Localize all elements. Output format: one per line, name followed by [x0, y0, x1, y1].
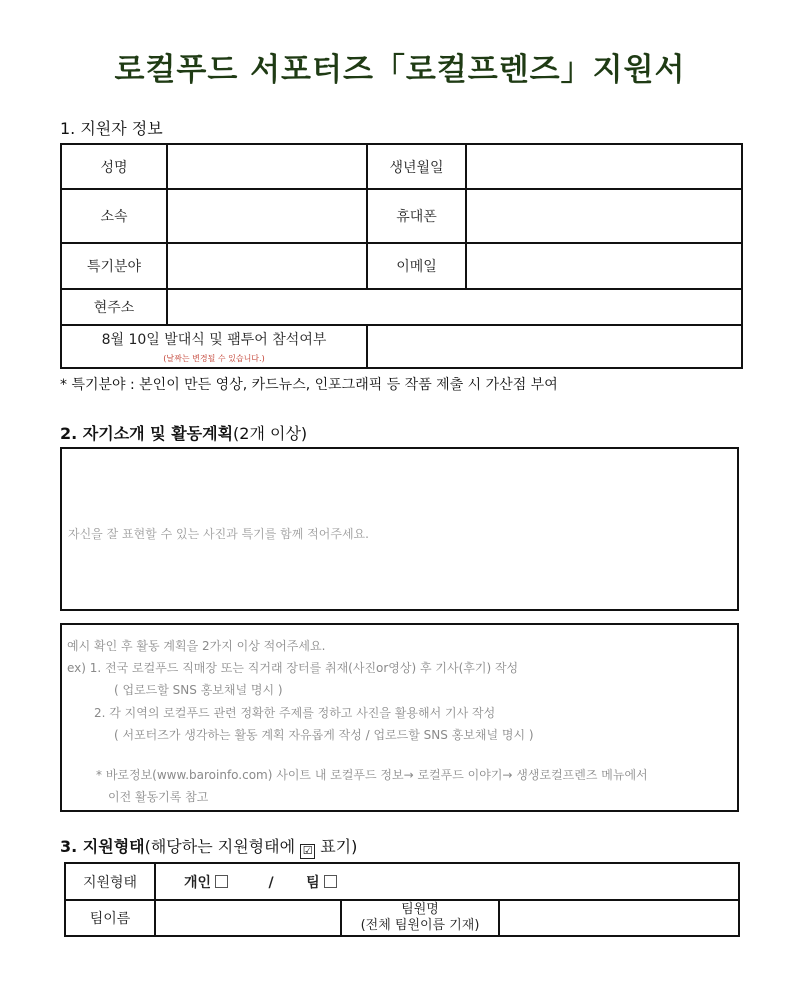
affiliation-label: 소속: [61, 189, 167, 243]
section-3-heading: [60, 834, 357, 859]
specialty-footnote: * 특기분야 : 본인이 만든 영상, 카드뉴스, 인포그래픽 등 작품 제출 시 가산점 부여: [60, 377, 558, 393]
plan-line: ex) 1. 전국 로컬푸드 직매장 또는 직거래 장터를 취재(사진or영상) 후 기사(후기) 작성: [67, 661, 519, 675]
individual-label: 개인: [184, 874, 212, 891]
team-members-label: [341, 900, 499, 936]
self-intro-box[interactable]: [60, 447, 739, 611]
plan-line: ( 업로드할 SNS 홍보채널 명시 ): [114, 683, 283, 697]
option-separator: /: [268, 874, 274, 891]
email-label: 이메일: [367, 243, 466, 289]
event-attendance-label: [61, 325, 367, 368]
phone-field[interactable]: [466, 189, 742, 243]
individual-checkbox[interactable]: [215, 875, 228, 888]
plan-line: 2. 각 지역의 로컬푸드 관련 정확한 주제를 정하고 사진을 활용해서 기사 작성: [94, 706, 496, 720]
section-1-heading: 1. 지원자 정보: [60, 119, 163, 138]
birth-label: 생년월일: [367, 144, 466, 189]
team-members-sub: (전체 팀원이름 기재): [360, 918, 480, 933]
team-label: 팀: [306, 874, 320, 891]
team-members-field[interactable]: [499, 900, 739, 936]
name-label: 성명: [61, 144, 167, 189]
section-3-heading-bold: 3. 지원형태: [60, 837, 145, 856]
address-label: 현주소: [61, 289, 167, 325]
team-members-title: 팀원명: [401, 902, 439, 917]
section-2-heading-bold: 2. 자기소개 및 활동계획: [60, 424, 234, 443]
applicant-info-table: [60, 143, 743, 369]
birth-field[interactable]: [466, 144, 742, 189]
type-options: [155, 863, 739, 900]
plan-line: ( 서포터즈가 생각하는 활동 계획 자유롭게 작성 / 업로드할 SNS 홍보채널 명시 ): [114, 728, 534, 742]
section-3-heading-pre: (해당하는 지원형태에: [144, 837, 301, 856]
section-2-heading-rest: (2개 이상): [233, 424, 308, 443]
team-name-field[interactable]: [155, 900, 341, 936]
address-field[interactable]: [167, 289, 742, 325]
page-title: 로컬푸드 서포터즈「로컬프렌즈」지원서: [114, 52, 686, 88]
specialty-label: 특기분야: [61, 243, 167, 289]
phone-label: 휴대폰: [367, 189, 466, 243]
section-2-heading: [60, 421, 307, 444]
event-attendance-text: 8월 10일 발대식 및 팸투어 참석여부: [101, 332, 327, 348]
team-checkbox[interactable]: [324, 875, 337, 888]
plan-line: 이전 활동기록 참고: [108, 790, 209, 804]
name-field[interactable]: [167, 144, 367, 189]
team-name-label: 팀이름: [65, 900, 155, 936]
event-attendance-field[interactable]: [367, 325, 742, 368]
plan-line: 예시 확인 후 활동 계획을 2가지 이상 적어주세요.: [67, 639, 326, 653]
affiliation-field[interactable]: [167, 189, 367, 243]
specialty-field[interactable]: [167, 243, 367, 289]
checkbox-checked-icon: ☑: [300, 844, 315, 859]
plan-line: * 바로정보(www.baroinfo.com) 사이트 내 로컬푸드 정보→ 로컬푸드 이야기→ 생생로컬프렌즈 메뉴에서: [96, 768, 648, 782]
application-type-table: [64, 862, 740, 937]
email-field[interactable]: [466, 243, 742, 289]
type-label: 지원형태: [65, 863, 155, 900]
event-date-note: (날짜는 변경될 수 있습니다.): [163, 354, 265, 363]
self-intro-placeholder: 자신을 잘 표현할 수 있는 사진과 특기를 함께 적어주세요.: [68, 527, 369, 541]
activity-plan-box[interactable]: [60, 623, 739, 812]
section-3-heading-post: 표기): [315, 837, 358, 856]
